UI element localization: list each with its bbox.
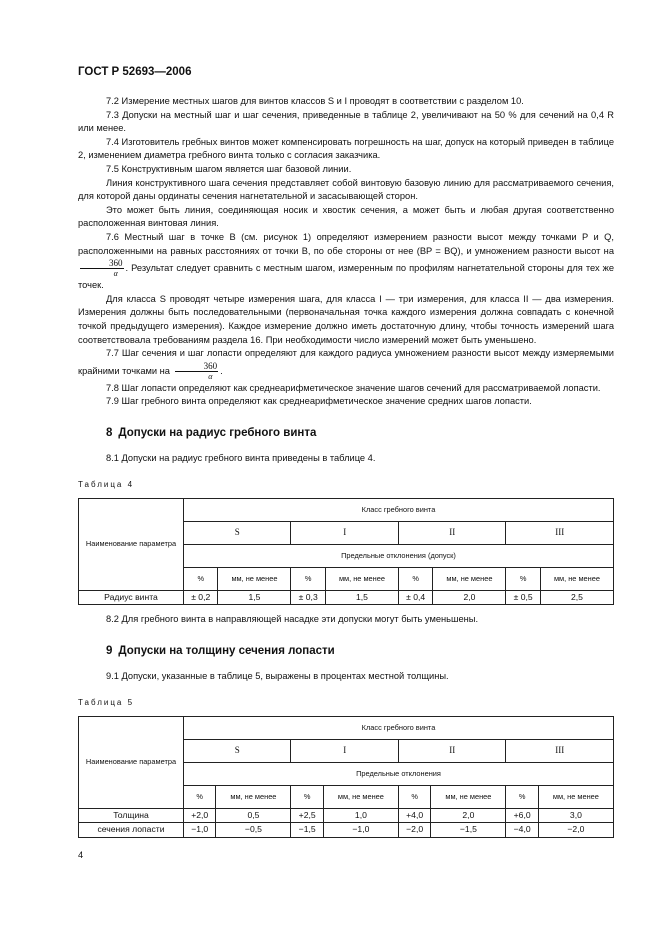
cell: 0,5 <box>216 808 291 823</box>
text: 7.7 Шаг сечения и шаг лопасти определяют для каждого радиуса умножением разности высот между измеряемыми крайними точками на <box>78 348 614 376</box>
fraction-numerator: 360 <box>175 361 219 372</box>
sub-header: % <box>184 567 218 590</box>
page-number: 4 <box>78 850 84 860</box>
paragraph-7-7 <box>78 347 614 382</box>
table-row <box>79 808 614 823</box>
cell: 2,0 <box>433 590 506 605</box>
row-name: Радиус винта <box>79 590 184 605</box>
sub-header: % <box>291 785 323 808</box>
sub-header: % <box>291 567 325 590</box>
fraction <box>175 361 219 382</box>
fraction-denominator: α <box>113 269 118 279</box>
sub-header: мм, не менее <box>323 785 398 808</box>
param-header: Наименование параметра <box>79 498 184 590</box>
sub-header: мм, не менее <box>540 567 613 590</box>
text: . <box>220 365 223 376</box>
paragraph: 7.9 Шаг гребного винта определяют как среднеарифметическое значение средних шагов лопасти. <box>106 396 532 407</box>
paragraph: 8.1 Допуски на радиус гребного винта приведены в таблице 4. <box>106 453 376 464</box>
fraction-numerator: 360 <box>80 258 124 269</box>
sub-header: мм, не менее <box>325 567 398 590</box>
cell: 2,0 <box>431 808 506 823</box>
class-S: S <box>184 739 291 762</box>
cell: ± 0,5 <box>506 590 540 605</box>
document-body <box>78 95 614 838</box>
fraction-denominator: α <box>208 371 213 381</box>
class-III: III <box>506 521 614 544</box>
cell: 1,5 <box>325 590 398 605</box>
table-caption: Таблица 4 <box>78 480 135 490</box>
cell: −4,0 <box>506 823 538 838</box>
sub-header: % <box>398 785 430 808</box>
cell: +2,0 <box>184 808 216 823</box>
cell: 2,5 <box>540 590 613 605</box>
paragraph: Это может быть линия, соединяющая носик и хвостик сечения, а может быть и любая другая соответственно расположенная винтовая линия. <box>78 204 614 229</box>
paragraph: 9.1 Допуски, указанные в таблице 5, выражены в процентах местной толщины. <box>106 671 449 682</box>
table-row <box>79 823 614 838</box>
class-S: S <box>184 521 291 544</box>
sub-header: мм, не менее <box>433 567 506 590</box>
class-I: I <box>291 521 398 544</box>
sub-header: % <box>506 785 538 808</box>
row-name: Толщина <box>79 808 184 823</box>
class-header: Класс гребного винта <box>184 716 614 739</box>
sub-header: мм, не менее <box>216 785 291 808</box>
cell: 1,0 <box>323 808 398 823</box>
paragraph: 7.2 Измерение местных шагов для винтов классов S и I проводят в соответствии с разделом 10. <box>106 96 524 106</box>
sub-header: % <box>184 785 216 808</box>
sub-header: мм, не менее <box>218 567 291 590</box>
table-5 <box>78 716 614 838</box>
sub-header: % <box>506 567 540 590</box>
cell: −1,0 <box>323 823 398 838</box>
cell: 3,0 <box>538 808 613 823</box>
table-row <box>79 590 614 605</box>
cell: −1,0 <box>184 823 216 838</box>
cell: −1,5 <box>291 823 323 838</box>
paragraph: 7.5 Конструктивным шагом является шаг базовой линии. <box>106 163 352 174</box>
cell: −0,5 <box>216 823 291 838</box>
cell: +4,0 <box>398 808 430 823</box>
param-header: Наименование параметра <box>79 716 184 808</box>
paragraph: Для класса S проводят четыре измерения шага, для класса I — три измерения, для класса II — два измерения. Измерения должны быть последовательными (первоначальная точка каждого измерения должна совпадать с конечной точкой предыдущего измерения). Каждое измерение должно иметь достаточную длину, чтобы точность измерений шага соответствовала требованиям раздела 16. При необходимости число измерений может быть уменьшено. <box>78 293 614 345</box>
fraction <box>80 258 124 279</box>
cell: −2,0 <box>398 823 430 838</box>
table-4 <box>78 498 614 606</box>
cell: +2,5 <box>291 808 323 823</box>
class-II: II <box>398 739 505 762</box>
deviation-header: Предельные отклонения (допуск) <box>184 544 614 567</box>
deviation-header: Предельные отклонения <box>184 762 614 785</box>
sub-header: мм, не менее <box>538 785 613 808</box>
class-I: I <box>291 739 398 762</box>
text: . Результат следует сравнить с местным шагом, измеренным по профилям нагнетательной стороны для тех же точек. <box>78 263 614 291</box>
paragraph: Линия конструктивного шага сечения представляет собой винтовую базовую линию для рассматриваемого сечения, для которой даны ординаты сечения нагнетательной и засасывающей сторон. <box>78 177 614 202</box>
cell: ± 0,2 <box>184 590 218 605</box>
class-header: Класс гребного винта <box>184 498 614 521</box>
page-header: ГОСТ Р 52693—2006 <box>78 66 192 78</box>
cell: −2,0 <box>538 823 613 838</box>
sub-header: мм, не менее <box>431 785 506 808</box>
cell: −1,5 <box>431 823 506 838</box>
class-III: III <box>506 739 614 762</box>
cell: +6,0 <box>506 808 538 823</box>
paragraph: 7.8 Шаг лопасти определяют как среднеарифметическое значение шагов сечений для рассматриваемой лопасти. <box>106 382 601 393</box>
sub-header: % <box>398 567 432 590</box>
paragraph: 7.4 Изготовитель гребных винтов может компенсировать погрешность на шаг, допуск на который приведен в таблице 2, изменением диаметра гребного винта только с согласия заказчика. <box>78 136 614 161</box>
class-II: II <box>398 521 505 544</box>
paragraph: 7.3 Допуски на местный шаг и шаг сечения, приведенные в таблице 2, увеличивают на 50 % для сечений на 0,4 R или менее. <box>78 109 614 134</box>
section-heading-9: 9 Допуски на толщину сечения лопасти <box>106 644 335 657</box>
paragraph: 8.2 Для гребного винта в направляющей насадке эти допуски могут быть уменьшены. <box>106 614 479 625</box>
text: 7.6 Местный шаг в точке B (см. рисунок 1) определяют измерением разности высот между точками P и Q, расположенными на равных расстояниях от точки B, по обе стороны от нее (BP = BQ), и умножением разности высот на <box>78 231 614 256</box>
cell: ± 0,4 <box>398 590 432 605</box>
table-caption: Таблица 5 <box>78 698 135 708</box>
section-heading-8: 8 Допуски на радиус гребного винта <box>106 426 317 439</box>
paragraph-7-6 <box>78 231 614 293</box>
row-name: сечения лопасти <box>79 823 184 838</box>
cell: ± 0,3 <box>291 590 325 605</box>
cell: 1,5 <box>218 590 291 605</box>
